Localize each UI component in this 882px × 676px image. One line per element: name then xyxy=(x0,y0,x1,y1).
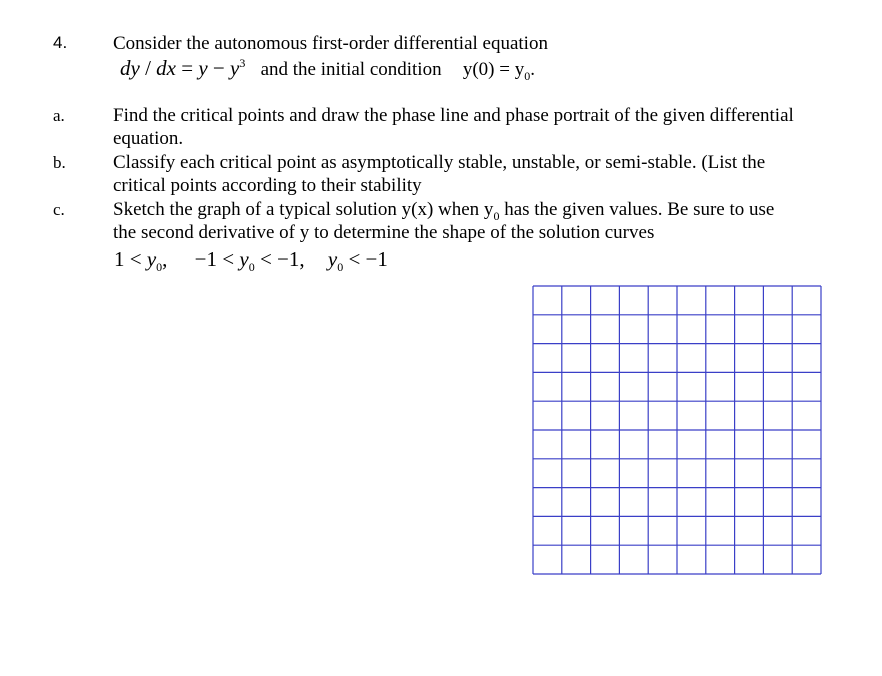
case-3 xyxy=(327,247,388,275)
ic-sub: 0 xyxy=(524,68,531,83)
case-1 xyxy=(114,247,168,275)
case-2 xyxy=(194,247,305,275)
case-2-var: y xyxy=(239,247,249,271)
case-3-sub: 0 xyxy=(337,260,344,275)
eq-mid-text: and the initial condition xyxy=(260,59,442,80)
part-c-line2: the second derivative of y to determine the shape of the solution curves xyxy=(113,222,655,243)
part-c-line1 xyxy=(113,198,774,221)
part-a-line1: Find the critical points and draw the phase line and phase portrait of the given differential xyxy=(113,105,794,126)
part-b-label: b. xyxy=(53,153,66,172)
case-1-var: y xyxy=(146,247,157,271)
ic-text: y(0) = y xyxy=(462,59,525,80)
problem-number: 4. xyxy=(53,33,68,52)
case-2-right: < −1, xyxy=(254,247,305,271)
eq-slash: / xyxy=(139,56,157,80)
eq-minus: − xyxy=(207,56,231,80)
part-c-line1-sub: 0 xyxy=(493,208,500,223)
case-3-right: < −1 xyxy=(343,247,388,271)
case-2-sub: 0 xyxy=(248,260,255,275)
eq-dy: dy xyxy=(120,56,140,80)
part-b-line1: Classify each critical point as asymptotically stable, unstable, or semi-stable. (List the xyxy=(113,152,766,173)
case-2-left: −1 < xyxy=(194,247,240,271)
differential-equation xyxy=(120,56,535,81)
ic-end: . xyxy=(530,59,535,80)
part-b-line2: critical points according to their stability xyxy=(113,175,422,196)
part-a-label: a. xyxy=(53,106,65,125)
eq-dx: dx xyxy=(156,56,176,80)
part-c-line1-pre: Sketch the graph of a typical solution y(x) when y xyxy=(113,199,494,220)
eq-y1: y xyxy=(198,56,208,80)
eq-y2: y xyxy=(230,56,240,80)
case-1-left: 1 < xyxy=(114,247,147,271)
part-c-label: c. xyxy=(53,200,65,219)
eq-equals: = xyxy=(176,56,199,80)
part-a-line2: equation. xyxy=(113,128,184,149)
case-1-end: , xyxy=(162,247,168,271)
part-c-line1-post: has the given values. Be sure to use xyxy=(499,199,775,220)
sketch-grid xyxy=(532,285,822,575)
case-1-sub: 0 xyxy=(156,260,163,275)
initial-value-cases xyxy=(114,247,388,275)
case-3-var: y xyxy=(327,247,338,271)
initial-condition xyxy=(462,59,535,83)
problem-intro: Consider the autonomous first-order differential equation xyxy=(113,33,548,54)
eq-exponent: 3 xyxy=(239,56,246,70)
